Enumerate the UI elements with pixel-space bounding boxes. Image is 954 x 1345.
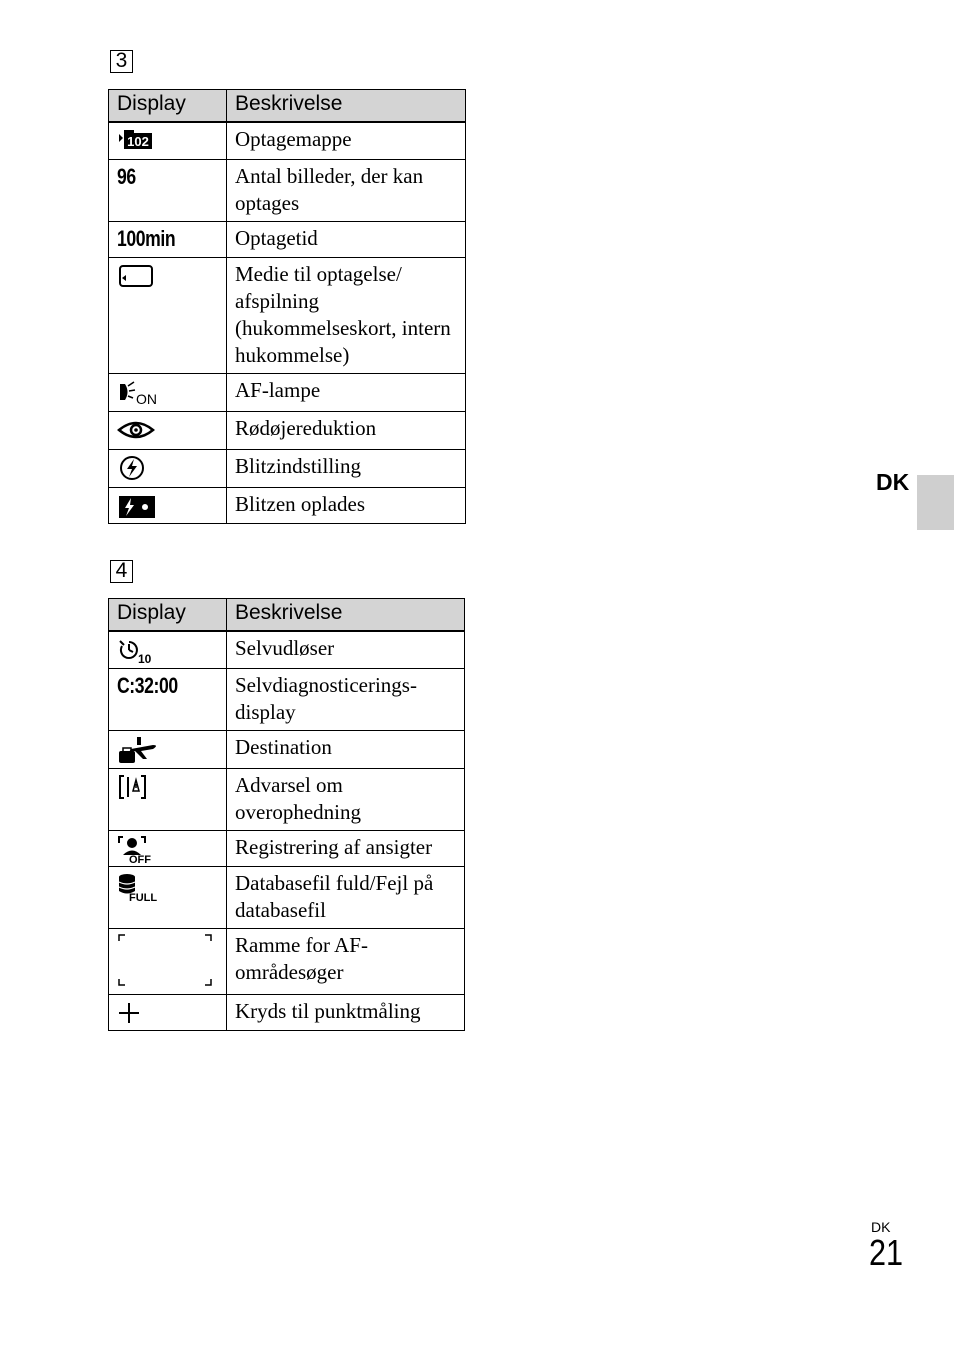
header-description: Beskrivelse [227, 599, 465, 631]
row-description: Medie til optagelse/ afspilning (hukommelseskort, intern hukommelse) [227, 258, 466, 374]
svg-text:ON: ON [136, 391, 157, 406]
red-eye-icon [109, 412, 227, 450]
row-description: Registrering af ansigter [227, 831, 465, 867]
row-description: Destination [227, 731, 465, 769]
header-display: Display [109, 599, 227, 631]
svg-text:10: 10 [138, 651, 152, 664]
table-header [109, 90, 466, 122]
row-description: Selvdiagnosticerings-display [227, 669, 465, 731]
svg-text:102: 102 [127, 133, 149, 149]
row-description: Optagemappe [227, 122, 466, 160]
row-description: Ramme for AF-områdesøger [227, 929, 465, 995]
table-row [109, 929, 465, 995]
table-row [109, 669, 465, 731]
table-row [109, 731, 465, 769]
table-row [109, 488, 466, 524]
table-row [109, 258, 466, 374]
table-row [109, 450, 466, 488]
row-description: Kryds til punktmåling [227, 995, 465, 1031]
overheating-warning-icon [109, 769, 227, 831]
svg-text:FULL: FULL [129, 892, 158, 903]
face-detection-off-icon [109, 831, 227, 867]
page-number: 21 [869, 1232, 904, 1273]
row-description: Advarsel om overophedning [227, 769, 465, 831]
table-row [109, 769, 465, 831]
image-count-text: 96 [117, 164, 136, 189]
row-description: Selvudløser [227, 631, 465, 669]
row-description: Blitzen oplades [227, 488, 466, 524]
row-description: Databasefil fuld/Fejl på databasefil [227, 867, 465, 929]
self-timer-10-icon [109, 631, 227, 669]
flash-charging-icon [109, 488, 227, 524]
display-table-4 [108, 598, 465, 1031]
row-description: Optagetid [227, 222, 466, 258]
table-row [109, 374, 466, 412]
table-row [109, 831, 465, 867]
header-display: Display [109, 90, 227, 122]
table-row [109, 160, 466, 222]
display-table-3 [108, 89, 466, 524]
table-row [109, 412, 466, 450]
row-description: AF-lampe [227, 374, 466, 412]
recording-time-text: 100min [117, 226, 176, 251]
table-header [109, 599, 465, 631]
section-number-4: 4 [110, 560, 133, 583]
row-description: Rødøjereduktion [227, 412, 466, 450]
af-range-frame-icon [109, 929, 227, 995]
af-lamp-on-icon [109, 374, 227, 412]
table-row [109, 631, 465, 669]
header-description: Beskrivelse [227, 90, 466, 122]
language-tab-label: DK [876, 469, 910, 495]
flash-mode-icon [109, 450, 227, 488]
table-row [109, 867, 465, 929]
section-number-3: 3 [110, 50, 133, 73]
page-language: DK [871, 1219, 891, 1235]
memory-card-icon [109, 258, 227, 374]
destination-icon [109, 731, 227, 769]
svg-text:OFF: OFF [129, 854, 151, 863]
spot-metering-cross-icon [109, 995, 227, 1031]
folder-102-icon [109, 122, 227, 160]
self-diagnosis-code-text: C:32:00 [117, 673, 178, 698]
row-description: Blitzindstilling [227, 450, 466, 488]
table-row [109, 122, 466, 160]
table-row [109, 222, 466, 258]
row-description: Antal billeder, der kan optages [227, 160, 466, 222]
table-row [109, 995, 465, 1031]
database-full-icon [109, 867, 227, 929]
language-tab [917, 475, 954, 530]
